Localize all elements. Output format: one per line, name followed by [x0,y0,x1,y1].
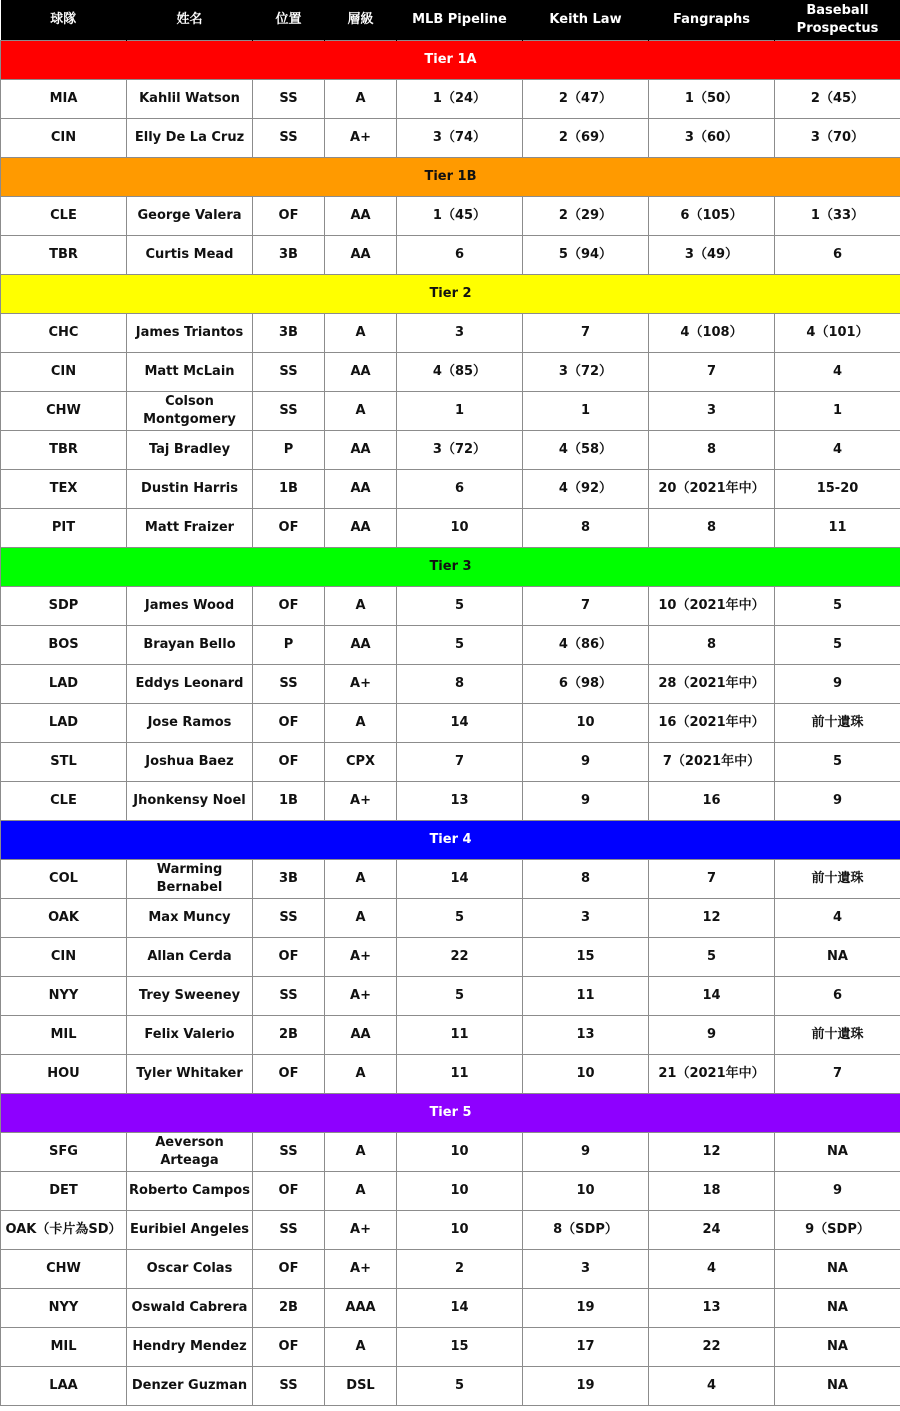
cell-keith-law: 4（92） [523,470,649,509]
cell-fangraphs: 16 [649,782,775,821]
cell-team: MIL [1,1016,127,1055]
cell-team: OAK（卡片為SD） [1,1211,127,1250]
cell-keith-law: 19 [523,1367,649,1406]
cell-mlb-pipeline: 1（45） [397,197,523,236]
cell-keith-law: 9 [523,1133,649,1172]
cell-fangraphs: 10（2021年中） [649,587,775,626]
cell-team: CLE [1,197,127,236]
cell-position: OF [253,509,325,548]
cell-team: SFG [1,1133,127,1172]
cell-team: LAA [1,1367,127,1406]
cell-keith-law: 10 [523,1055,649,1094]
cell-team: SDP [1,587,127,626]
cell-keith-law: 1 [523,392,649,431]
cell-level: A+ [325,119,397,158]
cell-keith-law: 3（72） [523,353,649,392]
cell-level: AA [325,1016,397,1055]
cell-name: Brayan Bello [127,626,253,665]
cell-keith-law: 3 [523,899,649,938]
cell-name: Aeverson Arteaga [127,1133,253,1172]
cell-team: CHC [1,314,127,353]
cell-mlb-pipeline: 2 [397,1250,523,1289]
cell-baseball-prospectus: 7 [775,1055,900,1094]
cell-position: 1B [253,782,325,821]
tier-label: Tier 3 [1,548,900,587]
cell-level: A [325,860,397,899]
cell-keith-law: 17 [523,1328,649,1367]
cell-keith-law: 10 [523,1172,649,1211]
tier-label: Tier 1B [1,158,900,197]
cell-name: Eddys Leonard [127,665,253,704]
cell-mlb-pipeline: 3（74） [397,119,523,158]
table-row [1,977,900,1016]
cell-baseball-prospectus: 5 [775,743,900,782]
cell-mlb-pipeline: 10 [397,509,523,548]
cell-mlb-pipeline: 5 [397,977,523,1016]
cell-mlb-pipeline: 1（24） [397,80,523,119]
cell-keith-law: 4（86） [523,626,649,665]
cell-mlb-pipeline: 1 [397,392,523,431]
cell-level: A [325,587,397,626]
cell-position: SS [253,1211,325,1250]
cell-position: P [253,431,325,470]
cell-team: TBR [1,431,127,470]
cell-name: Denzer Guzman [127,1367,253,1406]
cell-level: A+ [325,1250,397,1289]
cell-fangraphs: 21（2021年中） [649,1055,775,1094]
cell-level: AA [325,353,397,392]
cell-position: P [253,626,325,665]
cell-name: Kahlil Watson [127,80,253,119]
cell-team: PIT [1,509,127,548]
cell-level: A [325,899,397,938]
header-row [1,0,900,41]
cell-baseball-prospectus: 6 [775,977,900,1016]
cell-baseball-prospectus: NA [775,1133,900,1172]
cell-name: Trey Sweeney [127,977,253,1016]
cell-name: Roberto Campos [127,1172,253,1211]
table-row [1,1328,900,1367]
cell-fangraphs: 12 [649,1133,775,1172]
cell-name: Oswald Cabrera [127,1289,253,1328]
cell-mlb-pipeline: 14 [397,704,523,743]
cell-name: Warming Bernabel [127,860,253,899]
cell-team: DET [1,1172,127,1211]
cell-level: A+ [325,938,397,977]
cell-mlb-pipeline: 10 [397,1211,523,1250]
cell-name: Elly De La Cruz [127,119,253,158]
cell-keith-law: 2（69） [523,119,649,158]
cell-name: Colson Montgomery [127,392,253,431]
cell-baseball-prospectus: 9 [775,1172,900,1211]
cell-baseball-prospectus: 4 [775,353,900,392]
tier-band-row [1,821,900,860]
cell-name: George Valera [127,197,253,236]
cell-team: OAK [1,899,127,938]
cell-baseball-prospectus: 5 [775,626,900,665]
cell-mlb-pipeline: 15 [397,1328,523,1367]
cell-team: CIN [1,353,127,392]
table-row [1,899,900,938]
cell-fangraphs: 6（105） [649,197,775,236]
cell-baseball-prospectus: 2（45） [775,80,900,119]
tier-band-row [1,1094,900,1133]
table-row [1,314,900,353]
cell-level: A [325,314,397,353]
cell-keith-law: 3 [523,1250,649,1289]
cell-level: A [325,1172,397,1211]
cell-mlb-pipeline: 10 [397,1133,523,1172]
table-row [1,704,900,743]
cell-keith-law: 11 [523,977,649,1016]
cell-mlb-pipeline: 13 [397,782,523,821]
cell-baseball-prospectus: 9（SDP） [775,1211,900,1250]
tier-band-row [1,41,900,80]
cell-position: OF [253,743,325,782]
cell-position: SS [253,899,325,938]
cell-name: Allan Cerda [127,938,253,977]
table-row [1,197,900,236]
cell-mlb-pipeline: 10 [397,1172,523,1211]
cell-name: Max Muncy [127,899,253,938]
cell-fangraphs: 28（2021年中） [649,665,775,704]
cell-baseball-prospectus: NA [775,1367,900,1406]
cell-level: A+ [325,977,397,1016]
cell-fangraphs: 3（60） [649,119,775,158]
cell-keith-law: 8 [523,509,649,548]
cell-baseball-prospectus: 4 [775,899,900,938]
cell-position: OF [253,1055,325,1094]
cell-position: SS [253,977,325,1016]
cell-level: A+ [325,782,397,821]
cell-fangraphs: 7 [649,860,775,899]
table-row [1,431,900,470]
table-row [1,938,900,977]
column-header-position: 位置 [253,0,325,41]
cell-name: Tyler Whitaker [127,1055,253,1094]
cell-level: AA [325,626,397,665]
cell-keith-law: 4（58） [523,431,649,470]
cell-mlb-pipeline: 8 [397,665,523,704]
cell-team: TBR [1,236,127,275]
cell-level: CPX [325,743,397,782]
cell-keith-law: 7 [523,587,649,626]
cell-baseball-prospectus: 4 [775,431,900,470]
cell-position: OF [253,197,325,236]
cell-team: LAD [1,704,127,743]
table-row [1,80,900,119]
table-row [1,626,900,665]
cell-level: AA [325,197,397,236]
cell-mlb-pipeline: 14 [397,1289,523,1328]
table-row [1,1055,900,1094]
cell-position: OF [253,1250,325,1289]
table-row [1,236,900,275]
cell-name: Euribiel Angeles [127,1211,253,1250]
cell-fangraphs: 9 [649,1016,775,1055]
cell-fangraphs: 3 [649,392,775,431]
cell-mlb-pipeline: 5 [397,587,523,626]
cell-baseball-prospectus: NA [775,938,900,977]
cell-keith-law: 8（SDP） [523,1211,649,1250]
cell-team: TEX [1,470,127,509]
cell-fangraphs: 3（49） [649,236,775,275]
cell-team: COL [1,860,127,899]
cell-team: STL [1,743,127,782]
cell-name: Taj Bradley [127,431,253,470]
cell-name: James Wood [127,587,253,626]
cell-fangraphs: 18 [649,1172,775,1211]
cell-mlb-pipeline: 11 [397,1016,523,1055]
column-header-level: 層級 [325,0,397,41]
cell-position: SS [253,1367,325,1406]
cell-mlb-pipeline: 6 [397,236,523,275]
column-header-keith-law: Keith Law [523,0,649,41]
cell-keith-law: 10 [523,704,649,743]
cell-baseball-prospectus: 1 [775,392,900,431]
cell-keith-law: 5（94） [523,236,649,275]
cell-level: A+ [325,665,397,704]
cell-fangraphs: 7（2021年中） [649,743,775,782]
cell-baseball-prospectus: 3（70） [775,119,900,158]
cell-name: Jose Ramos [127,704,253,743]
cell-fangraphs: 1（50） [649,80,775,119]
table-body [1,41,900,1406]
cell-mlb-pipeline: 5 [397,899,523,938]
table-row [1,470,900,509]
cell-keith-law: 2（29） [523,197,649,236]
cell-baseball-prospectus: 9 [775,665,900,704]
cell-level: A [325,392,397,431]
cell-level: A [325,704,397,743]
table-row [1,860,900,899]
column-header-fangraphs: Fangraphs [649,0,775,41]
cell-position: 1B [253,470,325,509]
cell-name: Curtis Mead [127,236,253,275]
cell-name: Joshua Baez [127,743,253,782]
cell-level: AA [325,236,397,275]
cell-keith-law: 9 [523,782,649,821]
cell-team: CIN [1,119,127,158]
cell-team: CLE [1,782,127,821]
cell-fangraphs: 5 [649,938,775,977]
cell-level: A [325,80,397,119]
cell-position: 3B [253,314,325,353]
cell-fangraphs: 24 [649,1211,775,1250]
cell-baseball-prospectus: 1（33） [775,197,900,236]
tier-band-row [1,275,900,314]
table-row [1,119,900,158]
table-row [1,1211,900,1250]
cell-position: OF [253,587,325,626]
cell-baseball-prospectus: 9 [775,782,900,821]
cell-mlb-pipeline: 22 [397,938,523,977]
cell-fangraphs: 8 [649,626,775,665]
cell-name: Oscar Colas [127,1250,253,1289]
cell-fangraphs: 8 [649,431,775,470]
cell-team: NYY [1,977,127,1016]
cell-baseball-prospectus: NA [775,1289,900,1328]
cell-team: LAD [1,665,127,704]
cell-fangraphs: 13 [649,1289,775,1328]
cell-level: A [325,1055,397,1094]
cell-name: Jhonkensy Noel [127,782,253,821]
cell-fangraphs: 4 [649,1367,775,1406]
cell-baseball-prospectus: 前十遺珠 [775,704,900,743]
table-row [1,743,900,782]
table-row [1,782,900,821]
table-row [1,1289,900,1328]
cell-mlb-pipeline: 7 [397,743,523,782]
cell-name: Hendry Mendez [127,1328,253,1367]
cell-position: 3B [253,236,325,275]
cell-baseball-prospectus: 4（101） [775,314,900,353]
cell-position: SS [253,353,325,392]
cell-fangraphs: 12 [649,899,775,938]
cell-mlb-pipeline: 6 [397,470,523,509]
column-header-name: 姓名 [127,0,253,41]
cell-position: SS [253,119,325,158]
cell-keith-law: 15 [523,938,649,977]
cell-keith-law: 6（98） [523,665,649,704]
cell-fangraphs: 4 [649,1250,775,1289]
cell-baseball-prospectus: NA [775,1250,900,1289]
cell-baseball-prospectus: 6 [775,236,900,275]
cell-fangraphs: 7 [649,353,775,392]
cell-keith-law: 13 [523,1016,649,1055]
cell-position: 3B [253,860,325,899]
cell-fangraphs: 4（108） [649,314,775,353]
cell-position: OF [253,704,325,743]
cell-team: MIL [1,1328,127,1367]
cell-mlb-pipeline: 4（85） [397,353,523,392]
cell-position: SS [253,392,325,431]
cell-level: AA [325,509,397,548]
table-row [1,587,900,626]
cell-keith-law: 19 [523,1289,649,1328]
cell-name: Felix Valerio [127,1016,253,1055]
cell-name: Dustin Harris [127,470,253,509]
cell-name: Matt Fraizer [127,509,253,548]
cell-keith-law: 8 [523,860,649,899]
cell-level: DSL [325,1367,397,1406]
table-row [1,1172,900,1211]
cell-team: NYY [1,1289,127,1328]
tier-band-row [1,548,900,587]
cell-keith-law: 9 [523,743,649,782]
tier-label: Tier 4 [1,821,900,860]
cell-team: BOS [1,626,127,665]
column-header-baseball-prospectus: Baseball Prospectus [775,0,900,41]
cell-level: A+ [325,1211,397,1250]
cell-level: A [325,1328,397,1367]
column-header-mlb-pipeline: MLB Pipeline [397,0,523,41]
cell-baseball-prospectus: 前十遺珠 [775,1016,900,1055]
table-row [1,1367,900,1406]
cell-mlb-pipeline: 11 [397,1055,523,1094]
cell-level: A [325,1133,397,1172]
cell-position: SS [253,1133,325,1172]
cell-name: James Triantos [127,314,253,353]
cell-baseball-prospectus: 15-20 [775,470,900,509]
cell-level: AAA [325,1289,397,1328]
cell-team: CIN [1,938,127,977]
table-row [1,1016,900,1055]
cell-position: OF [253,938,325,977]
cell-mlb-pipeline: 3（72） [397,431,523,470]
cell-mlb-pipeline: 14 [397,860,523,899]
table-row [1,665,900,704]
cell-position: SS [253,80,325,119]
cell-fangraphs: 20（2021年中） [649,470,775,509]
tier-band-row [1,158,900,197]
cell-position: OF [253,1328,325,1367]
cell-team: HOU [1,1055,127,1094]
cell-position: 2B [253,1289,325,1328]
table-row [1,353,900,392]
cell-team: CHW [1,1250,127,1289]
cell-baseball-prospectus: 11 [775,509,900,548]
cell-fangraphs: 22 [649,1328,775,1367]
table-row [1,509,900,548]
cell-fangraphs: 8 [649,509,775,548]
cell-mlb-pipeline: 5 [397,626,523,665]
cell-baseball-prospectus: 前十遺珠 [775,860,900,899]
tier-label: Tier 5 [1,1094,900,1133]
cell-name: Matt McLain [127,353,253,392]
cell-position: SS [253,665,325,704]
cell-position: OF [253,1172,325,1211]
cell-team: CHW [1,392,127,431]
cell-mlb-pipeline: 5 [397,1367,523,1406]
tier-label: Tier 2 [1,275,900,314]
cell-level: AA [325,470,397,509]
cell-fangraphs: 14 [649,977,775,1016]
cell-fangraphs: 16（2021年中） [649,704,775,743]
cell-baseball-prospectus: 5 [775,587,900,626]
table-row [1,392,900,431]
cell-level: AA [325,431,397,470]
cell-keith-law: 7 [523,314,649,353]
tier-label: Tier 1A [1,41,900,80]
cell-baseball-prospectus: NA [775,1328,900,1367]
cell-position: 2B [253,1016,325,1055]
table-row [1,1133,900,1172]
cell-keith-law: 2（47） [523,80,649,119]
table-row [1,1250,900,1289]
cell-mlb-pipeline: 3 [397,314,523,353]
cell-team: MIA [1,80,127,119]
column-header-team: 球隊 [1,0,127,41]
